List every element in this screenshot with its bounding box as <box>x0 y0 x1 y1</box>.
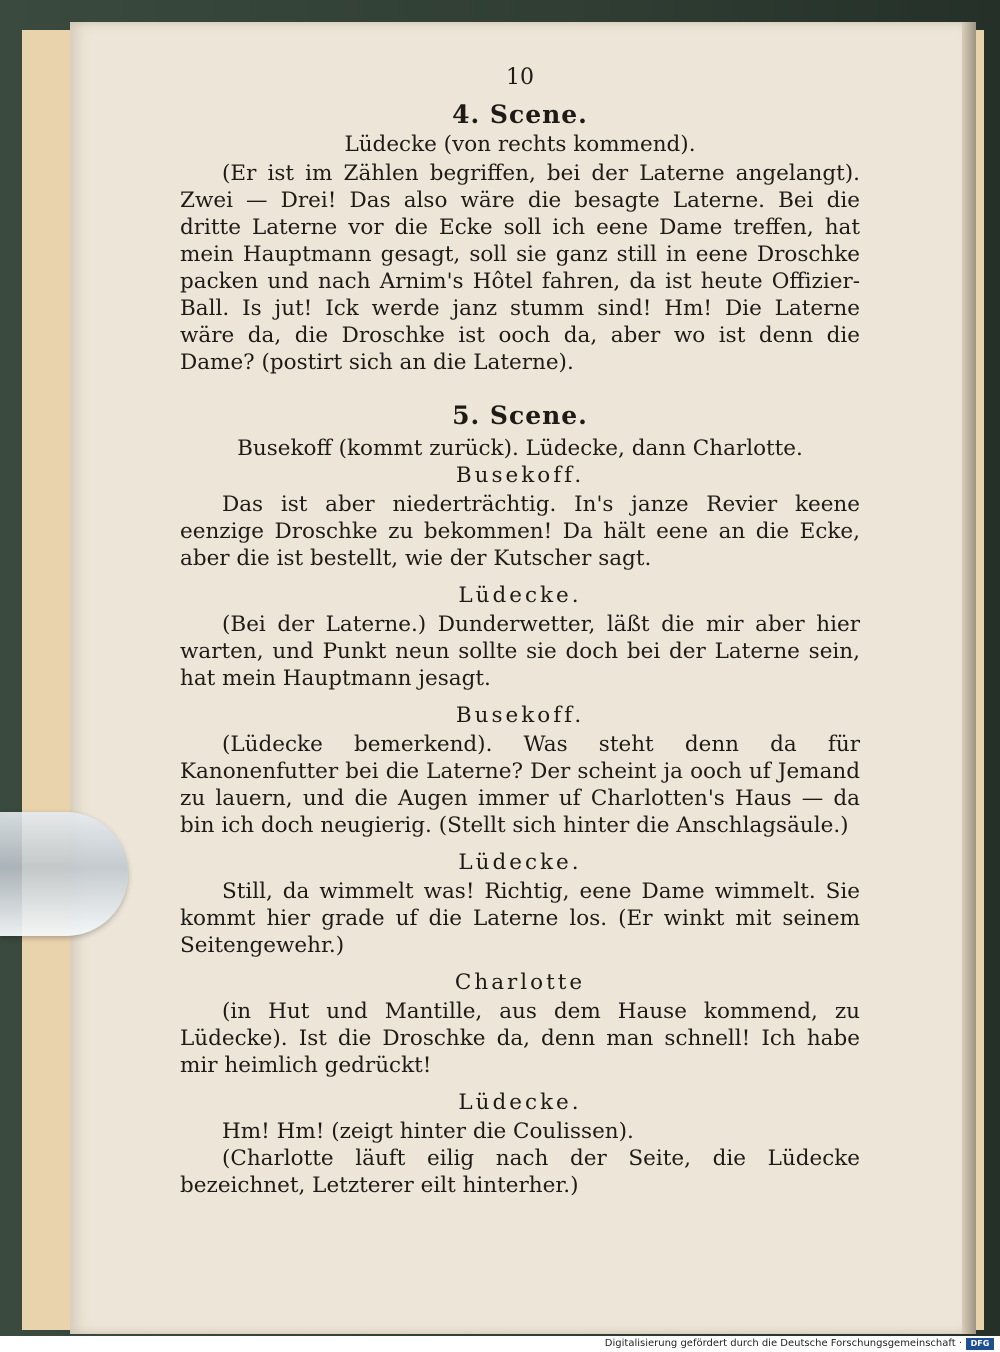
page-holder-clip <box>0 812 128 936</box>
dialogue-text: (Lüdecke bemerkend). Was steht denn da für Kanonenfutter bei die Laterne? Der scheint ja ooch uf Jemand zu lauern, und die Augen immer uf Charlotten's Haus — da bin ich doch neugierig. (Stellt sich hinter die Anschlagsäule.) <box>180 732 860 838</box>
dialogue-text: (in Hut und Mantille, aus dem Hause kommend, zu Lüdecke). Ist die Droschke da, denn man schnell! Ich habe mir heimlich gedrückt! <box>180 999 860 1078</box>
speaker-name: Lüdecke. <box>458 583 582 608</box>
page-text <box>180 64 860 1199</box>
scene-4-title: 4. Scene. <box>452 100 588 129</box>
page-number: 10 <box>506 65 534 90</box>
dialogue-text: Hm! Hm! (zeigt hinter die Coulissen). <box>222 1119 634 1144</box>
scene-gap <box>180 376 860 402</box>
page-right-edge <box>962 22 976 1334</box>
speaker-name: Busekoff. <box>455 463 585 488</box>
closing-stage-direction: (Charlotte läuft eilig nach der Seite, die Lüdecke bezeichnet, Letzterer eilt hinterher.) <box>180 1146 860 1198</box>
speaker-name: Lüdecke. <box>458 1090 582 1115</box>
scene-4-entry: Lüdecke (von rechts kommend). <box>344 132 696 157</box>
dfg-logo-icon: DFG <box>966 1338 994 1350</box>
dialogue-text: Still, da wimmelt was! Richtig, eene Dame wimmelt. Sie kommt hier grade uf die Laterne los. (Er winkt mit seinem Seitengewehr.) <box>180 879 860 958</box>
speaker-name: Lüdecke. <box>458 850 582 875</box>
scene-4-paragraph: (Er ist im Zählen begriffen, bei der Laterne angelangt). Zwei — Drei! Das also wäre die besagte Laterne. Bei die dritte Laterne vor die Ecke soll ich eene Dame treffen, hat mein Hauptmann gesagt, soll sie ganz still in eene Droschke packen und nach Arnim's Hôtel fahren, da ist heute Offizier-Ball. Is jut! Ick werde janz stumm sind! Hm! Die Laterne wäre da, die Droschke ist ooch da, aber wo ist denn die Dame? (postirt sich an die Laterne). <box>180 161 860 375</box>
digitization-footer <box>0 1336 1000 1352</box>
footer-text: Digitalisierung gefördert durch die Deutsche Forschungsgemeinschaft · <box>604 1338 962 1349</box>
dialogue-text: Das ist aber niederträchtig. In's janze Revier keene eenzige Droschke zu bekommen! Da hält eene an die Ecke, aber die ist bestellt, wie der Kutscher sagt. <box>180 492 860 571</box>
scene-5-entry: Busekoff (kommt zurück). Lüdecke, dann Charlotte. <box>237 436 803 461</box>
scene-5-title: 5. Scene. <box>452 401 588 430</box>
speaker-name: Charlotte <box>454 970 586 995</box>
dialogue-text: (Bei der Laterne.) Dunderwetter, läßt die mir aber hier warten, und Punkt neun sollte sie doch bei der Laterne sein, hat mein Hauptmann jesagt. <box>180 612 860 691</box>
speaker-name: Busekoff. <box>455 703 585 728</box>
